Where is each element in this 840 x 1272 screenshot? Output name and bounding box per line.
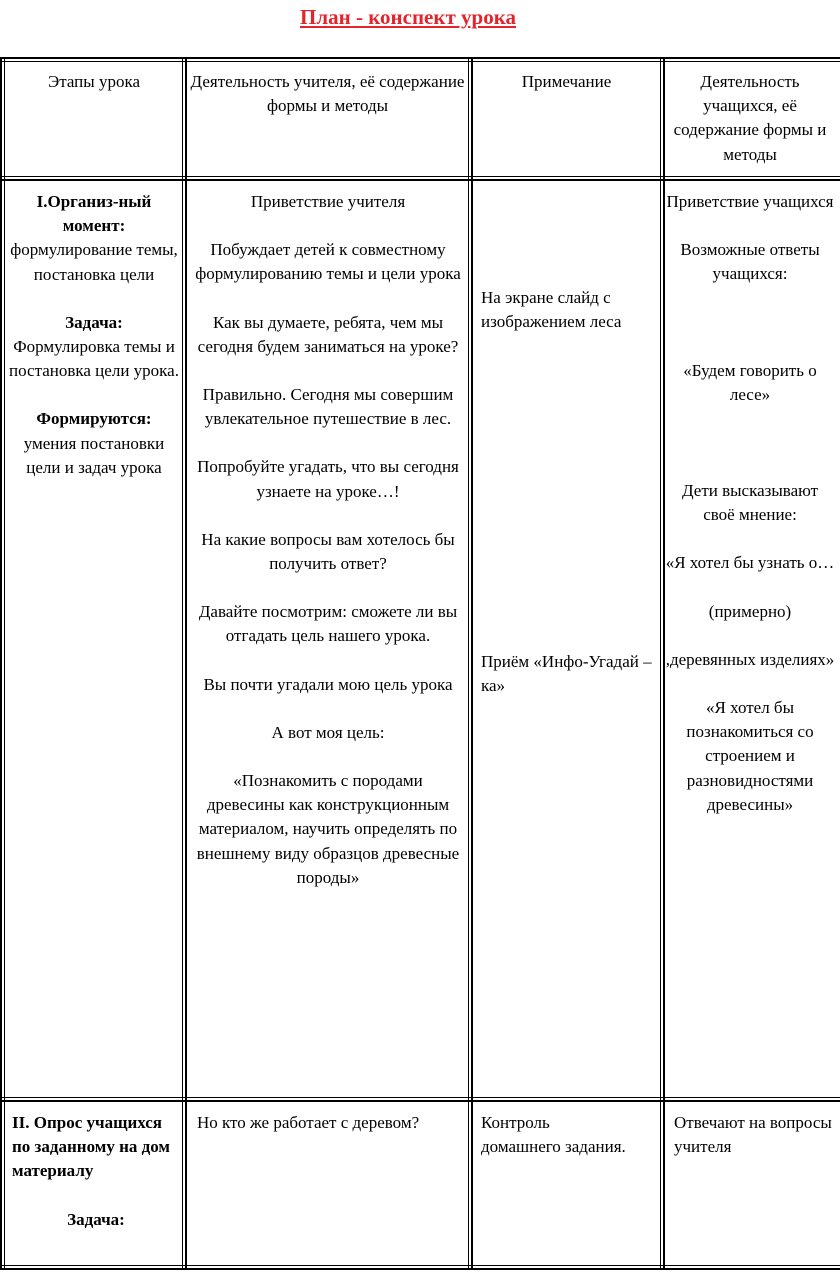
students-line: «Я хотел бы познакомиться со строением и разновидностями древесины»	[686, 698, 814, 814]
students-line: «Я хотел бы узнать о…	[665, 553, 835, 573]
header-teacher-activity: Деятельность учителя, её содержание формы и методы	[190, 72, 465, 116]
row1-formed-label: Формируются:	[36, 409, 152, 429]
row2-teacher-cell: Но кто же работает с деревом?	[197, 1113, 420, 1132]
row2-note-cell: Контроль домашнего задания.	[481, 1113, 626, 1157]
teacher-line: «Познакомить с породами древесины как конструкционным материалом, научить определять по внешнему виду образцов древесные породы»	[196, 771, 460, 887]
students-line: Приветствие учащихся	[666, 192, 834, 211]
row2-task-label: Задача:	[67, 1209, 125, 1229]
lesson-plan-table	[0, 57, 840, 1272]
students-line: «Будем говорить о лесе»	[683, 360, 817, 404]
row1-task-text: Формулировка темы и постановка цели урока.	[9, 337, 179, 381]
row1-stage-cell	[6, 190, 182, 480]
row1-stage-desc: формулирование темы, постановка цели	[10, 240, 178, 284]
students-line: (примерно)	[708, 601, 792, 621]
teacher-line: Вы почти угадали мою цель урока	[203, 674, 453, 694]
teacher-line: Правильно. Сегодня мы совершим увлекательное путешествие в лес.	[202, 385, 454, 429]
row1-stage-title: I.Организ-ный момент:	[36, 192, 152, 236]
students-line: Дети высказывают своё мнение:	[681, 481, 819, 525]
page-title: План - конспект урока	[300, 5, 516, 29]
students-line: Возможные ответы учащихся:	[680, 240, 820, 284]
teacher-line: Давайте посмотрим: сможете ли вы отгадать цель нашего урока.	[198, 602, 458, 646]
row2-students-cell: Отвечают на вопросы учителя	[674, 1113, 832, 1157]
row1-note-technique: Приём «Инфо-Угадай – ка»	[481, 652, 652, 696]
row1-note-slide: На экране слайд с изображением леса	[481, 288, 622, 332]
teacher-line: На какие вопросы вам хотелось бы получить ответ?	[201, 529, 455, 574]
header-student-activity: Деятельность учащихся, её содержание формы и методы	[673, 72, 827, 164]
row1-teacher-cell	[193, 190, 463, 890]
header-stages: Этапы урока	[48, 72, 140, 91]
row1-task-label: Задача:	[65, 312, 123, 332]
row1-formed-text: умения постановки цели и задач урока	[23, 433, 165, 477]
row1-students-cell	[665, 190, 835, 817]
row2-stage-title: II. Опрос учащихся по заданному на дом материалу	[12, 1113, 170, 1181]
teacher-line: Приветствие учителя	[250, 192, 406, 211]
row2-stage-cell	[12, 1111, 180, 1232]
students-line: ,деревянных изделиях»	[665, 649, 835, 669]
teacher-line: Как вы думаете, ребята, чем мы сегодня будем заниматься на уроке?	[197, 312, 459, 356]
header-notes: Примечание	[521, 72, 612, 91]
teacher-line: Попробуйте угадать, что вы сегодня узнаете на уроке…!	[197, 457, 459, 501]
teacher-line: Побуждает детей к совместному формулированию темы и цели урока	[195, 240, 461, 284]
teacher-line: А вот моя цель:	[271, 722, 385, 742]
